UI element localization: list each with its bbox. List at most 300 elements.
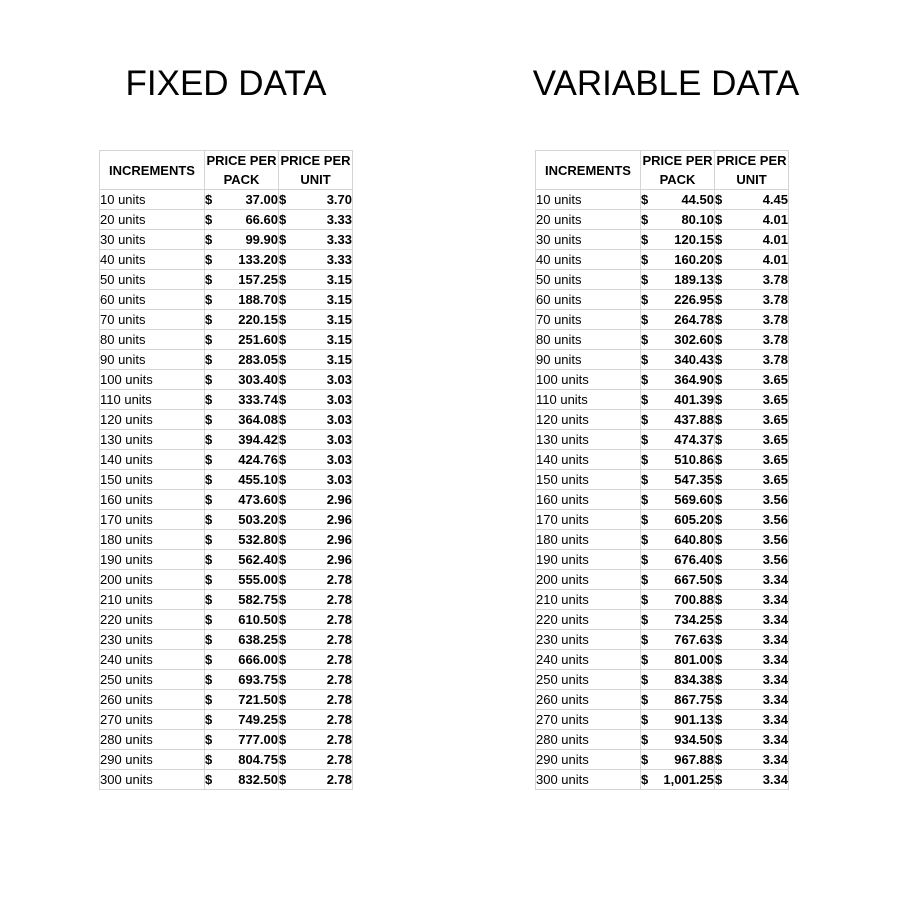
currency-symbol: $	[279, 572, 287, 587]
fixed-data-title: FIXED DATA	[125, 64, 327, 103]
currency-symbol: $	[279, 192, 287, 207]
currency-symbol: $	[715, 772, 723, 787]
currency-symbol: $	[715, 412, 723, 427]
price-per-unit-value: 3.34	[762, 772, 788, 787]
increment-cell: 70 units	[536, 310, 641, 330]
currency-symbol: $	[641, 212, 649, 227]
price-per-pack-cell	[205, 270, 279, 290]
table-row	[536, 470, 789, 490]
currency-symbol: $	[205, 632, 213, 647]
table-row	[100, 390, 353, 410]
price-per-unit-cell	[279, 270, 353, 290]
fixed-table-body	[100, 190, 353, 790]
currency-symbol: $	[279, 392, 287, 407]
increment-cell: 190 units	[536, 550, 641, 570]
price-per-pack-value: 967.88	[674, 752, 714, 767]
price-per-pack-value: 264.78	[674, 312, 714, 327]
price-per-unit-value: 2.96	[326, 512, 352, 527]
price-per-unit-cell	[279, 770, 353, 790]
price-per-pack-value: 676.40	[674, 552, 714, 567]
table-row	[536, 570, 789, 590]
price-per-pack-cell	[641, 630, 715, 650]
table-row	[100, 450, 353, 470]
price-per-pack-cell	[641, 410, 715, 430]
increment-cell: 130 units	[100, 430, 205, 450]
table-row	[100, 510, 353, 530]
table-row	[536, 390, 789, 410]
currency-symbol: $	[279, 712, 287, 727]
price-per-pack-value: 666.00	[238, 652, 278, 667]
price-per-unit-value: 3.34	[762, 592, 788, 607]
currency-symbol: $	[715, 592, 723, 607]
currency-symbol: $	[279, 752, 287, 767]
price-per-pack-cell	[641, 250, 715, 270]
price-per-unit-cell	[279, 630, 353, 650]
price-per-unit-cell	[715, 190, 789, 210]
currency-symbol: $	[715, 692, 723, 707]
price-per-unit-value: 3.34	[762, 632, 788, 647]
price-per-pack-cell	[641, 730, 715, 750]
currency-symbol: $	[205, 572, 213, 587]
price-per-unit-cell	[715, 770, 789, 790]
currency-symbol: $	[641, 292, 649, 307]
currency-symbol: $	[205, 772, 213, 787]
currency-symbol: $	[205, 652, 213, 667]
currency-symbol: $	[279, 452, 287, 467]
price-per-unit-cell	[715, 670, 789, 690]
currency-symbol: $	[279, 732, 287, 747]
price-per-pack-cell	[641, 230, 715, 250]
currency-symbol: $	[641, 672, 649, 687]
currency-symbol: $	[205, 552, 213, 567]
increment-cell: 230 units	[536, 630, 641, 650]
table-row	[536, 230, 789, 250]
currency-symbol: $	[641, 652, 649, 667]
table-row	[100, 650, 353, 670]
price-per-pack-value: 582.75	[238, 592, 278, 607]
currency-symbol: $	[641, 232, 649, 247]
currency-symbol: $	[205, 732, 213, 747]
table-row	[536, 530, 789, 550]
price-per-unit-value: 3.15	[326, 332, 352, 347]
price-per-unit-cell	[279, 470, 353, 490]
price-per-unit-cell	[715, 210, 789, 230]
currency-symbol: $	[279, 532, 287, 547]
price-per-pack-cell	[205, 250, 279, 270]
price-per-unit-cell	[715, 610, 789, 630]
price-per-pack-value: 394.42	[238, 432, 278, 447]
table-row	[100, 290, 353, 310]
increment-cell: 240 units	[536, 650, 641, 670]
increment-cell: 160 units	[100, 490, 205, 510]
table-row	[100, 730, 353, 750]
table-row	[536, 610, 789, 630]
price-per-unit-value: 3.78	[762, 272, 788, 287]
currency-symbol: $	[279, 412, 287, 427]
table-row	[536, 650, 789, 670]
price-per-unit-cell	[279, 430, 353, 450]
currency-symbol: $	[279, 592, 287, 607]
currency-symbol: $	[205, 612, 213, 627]
table-row	[536, 490, 789, 510]
price-per-pack-value: 510.86	[674, 452, 714, 467]
currency-symbol: $	[641, 532, 649, 547]
currency-symbol: $	[279, 432, 287, 447]
table-row	[536, 730, 789, 750]
increment-cell: 120 units	[100, 410, 205, 430]
price-per-unit-cell	[715, 250, 789, 270]
price-per-unit-cell	[715, 230, 789, 250]
price-per-pack-cell	[641, 570, 715, 590]
currency-symbol: $	[279, 772, 287, 787]
table-row	[100, 490, 353, 510]
currency-symbol: $	[715, 652, 723, 667]
price-per-pack-cell	[641, 450, 715, 470]
currency-symbol: $	[279, 612, 287, 627]
currency-symbol: $	[715, 432, 723, 447]
table-row	[536, 630, 789, 650]
currency-symbol: $	[641, 472, 649, 487]
table-row	[536, 710, 789, 730]
price-per-unit-cell	[279, 650, 353, 670]
price-per-pack-value: 834.38	[674, 672, 714, 687]
price-per-pack-value: 340.43	[674, 352, 714, 367]
price-per-unit-cell	[279, 670, 353, 690]
increment-cell: 130 units	[536, 430, 641, 450]
increment-cell: 90 units	[100, 350, 205, 370]
price-per-unit-cell	[715, 730, 789, 750]
increment-cell: 30 units	[100, 230, 205, 250]
currency-symbol: $	[641, 192, 649, 207]
price-per-pack-cell	[205, 190, 279, 210]
price-per-unit-cell	[715, 290, 789, 310]
price-per-pack-cell	[205, 290, 279, 310]
currency-symbol: $	[715, 212, 723, 227]
price-per-unit-cell	[279, 610, 353, 630]
table-row	[536, 430, 789, 450]
increment-cell: 110 units	[100, 390, 205, 410]
price-per-unit-cell	[715, 710, 789, 730]
currency-symbol: $	[641, 252, 649, 267]
price-per-pack-cell	[205, 610, 279, 630]
price-per-pack-cell	[641, 190, 715, 210]
increments-header: INCREMENTS	[100, 151, 205, 190]
table-row	[536, 350, 789, 370]
table-row	[536, 770, 789, 790]
price-per-pack-cell	[205, 210, 279, 230]
price-per-unit-value: 3.56	[762, 552, 788, 567]
table-row	[536, 270, 789, 290]
price-per-unit-cell	[279, 210, 353, 230]
increment-cell: 220 units	[536, 610, 641, 630]
price-per-unit-value: 3.65	[762, 392, 788, 407]
currency-symbol: $	[715, 632, 723, 647]
table-header-row	[100, 151, 353, 190]
price-per-pack-value: 555.00	[238, 572, 278, 587]
price-per-pack-value: 605.20	[674, 512, 714, 527]
currency-symbol: $	[205, 212, 213, 227]
currency-symbol: $	[715, 192, 723, 207]
increment-cell: 210 units	[536, 590, 641, 610]
price-per-pack-value: 562.40	[238, 552, 278, 567]
currency-symbol: $	[715, 532, 723, 547]
price-per-unit-cell	[279, 450, 353, 470]
price-per-pack-cell	[641, 770, 715, 790]
price-per-unit-value: 2.96	[326, 552, 352, 567]
currency-symbol: $	[279, 352, 287, 367]
price-per-pack-value: 160.20	[674, 252, 714, 267]
currency-symbol: $	[205, 352, 213, 367]
price-per-pack-value: 424.76	[238, 452, 278, 467]
currency-symbol: $	[205, 332, 213, 347]
increment-cell: 260 units	[536, 690, 641, 710]
price-per-pack-value: 455.10	[238, 472, 278, 487]
price-per-pack-cell	[641, 530, 715, 550]
currency-symbol: $	[205, 592, 213, 607]
currency-symbol: $	[715, 612, 723, 627]
price-per-pack-cell	[641, 330, 715, 350]
price-per-pack-value: 251.60	[238, 332, 278, 347]
currency-symbol: $	[205, 412, 213, 427]
increment-cell: 90 units	[536, 350, 641, 370]
price-per-pack-cell	[205, 630, 279, 650]
price-per-pack-value: 189.13	[674, 272, 714, 287]
price-per-unit-cell	[715, 750, 789, 770]
price-per-unit-cell	[279, 690, 353, 710]
price-per-pack-value: 610.50	[238, 612, 278, 627]
price-per-pack-value: 1,001.25	[663, 772, 714, 787]
table-row	[100, 610, 353, 630]
price-per-unit-value: 3.03	[326, 452, 352, 467]
price-per-unit-cell	[279, 550, 353, 570]
price-per-pack-cell	[205, 750, 279, 770]
price-per-pack-cell	[205, 350, 279, 370]
table-row	[100, 470, 353, 490]
currency-symbol: $	[641, 772, 649, 787]
price-per-pack-cell	[641, 690, 715, 710]
increment-cell: 80 units	[100, 330, 205, 350]
price-per-pack-value: 700.88	[674, 592, 714, 607]
price-per-unit-value: 2.78	[326, 672, 352, 687]
currency-symbol: $	[279, 652, 287, 667]
price-per-pack-value: 66.60	[245, 212, 278, 227]
currency-symbol: $	[641, 712, 649, 727]
price-per-pack-cell	[205, 650, 279, 670]
table-row	[536, 750, 789, 770]
currency-symbol: $	[715, 292, 723, 307]
price-per-pack-cell	[641, 430, 715, 450]
price-per-unit-cell	[279, 290, 353, 310]
price-per-pack-value: 364.90	[674, 372, 714, 387]
currency-symbol: $	[641, 412, 649, 427]
increment-cell: 20 units	[536, 210, 641, 230]
increment-cell: 60 units	[536, 290, 641, 310]
price-per-unit-cell	[715, 590, 789, 610]
table-row	[100, 250, 353, 270]
increments-header: INCREMENTS	[536, 151, 641, 190]
price-per-pack-value: 226.95	[674, 292, 714, 307]
increment-cell: 40 units	[536, 250, 641, 270]
price-per-unit-header: PRICE PER UNIT	[279, 151, 353, 190]
price-per-pack-cell	[641, 390, 715, 410]
price-per-pack-cell	[641, 510, 715, 530]
price-per-pack-value: 734.25	[674, 612, 714, 627]
price-per-pack-value: 832.50	[238, 772, 278, 787]
increment-cell: 220 units	[100, 610, 205, 630]
currency-symbol: $	[641, 552, 649, 567]
table-row	[100, 430, 353, 450]
increment-cell: 50 units	[536, 270, 641, 290]
increment-cell: 250 units	[536, 670, 641, 690]
currency-symbol: $	[279, 372, 287, 387]
increment-cell: 270 units	[536, 710, 641, 730]
currency-symbol: $	[641, 572, 649, 587]
price-per-pack-value: 333.74	[238, 392, 278, 407]
variable-table-body	[536, 190, 789, 790]
increment-cell: 40 units	[100, 250, 205, 270]
price-per-pack-value: 133.20	[238, 252, 278, 267]
table-row	[100, 410, 353, 430]
price-per-unit-value: 3.03	[326, 472, 352, 487]
price-per-unit-value: 4.01	[762, 252, 788, 267]
price-per-unit-cell	[279, 750, 353, 770]
table-row	[100, 270, 353, 290]
price-per-unit-value: 3.34	[762, 652, 788, 667]
price-per-pack-cell	[205, 230, 279, 250]
price-per-pack-cell	[205, 470, 279, 490]
currency-symbol: $	[279, 552, 287, 567]
table-row	[536, 410, 789, 430]
price-per-pack-header: PRICE PER PACK	[641, 151, 715, 190]
currency-symbol: $	[279, 332, 287, 347]
price-per-unit-cell	[715, 330, 789, 350]
increment-cell: 100 units	[536, 370, 641, 390]
currency-symbol: $	[205, 252, 213, 267]
table-header-row	[536, 151, 789, 190]
price-per-unit-cell	[715, 310, 789, 330]
price-per-pack-cell	[641, 370, 715, 390]
price-per-pack-cell	[205, 590, 279, 610]
currency-symbol: $	[641, 452, 649, 467]
price-per-pack-value: 37.00	[245, 192, 278, 207]
currency-symbol: $	[715, 572, 723, 587]
table-row	[100, 190, 353, 210]
currency-symbol: $	[279, 632, 287, 647]
price-per-unit-value: 3.03	[326, 432, 352, 447]
price-per-unit-cell	[279, 190, 353, 210]
table-row	[100, 570, 353, 590]
price-per-unit-cell	[279, 510, 353, 530]
increment-cell: 10 units	[100, 190, 205, 210]
currency-symbol: $	[279, 492, 287, 507]
increment-cell: 240 units	[100, 650, 205, 670]
price-per-pack-cell	[205, 370, 279, 390]
currency-symbol: $	[641, 512, 649, 527]
price-per-pack-cell	[641, 210, 715, 230]
price-per-unit-value: 3.03	[326, 412, 352, 427]
price-per-unit-value: 4.01	[762, 232, 788, 247]
table-row	[100, 230, 353, 250]
currency-symbol: $	[279, 672, 287, 687]
price-per-pack-value: 667.50	[674, 572, 714, 587]
currency-symbol: $	[279, 232, 287, 247]
price-per-pack-value: 120.15	[674, 232, 714, 247]
table-row	[100, 630, 353, 650]
price-per-pack-cell	[641, 610, 715, 630]
price-per-pack-value: 934.50	[674, 732, 714, 747]
price-per-pack-value: 303.40	[238, 372, 278, 387]
price-per-unit-cell	[715, 410, 789, 430]
table-row	[536, 590, 789, 610]
currency-symbol: $	[279, 292, 287, 307]
price-per-pack-cell	[205, 710, 279, 730]
currency-symbol: $	[641, 732, 649, 747]
increment-cell: 80 units	[536, 330, 641, 350]
table-row	[536, 550, 789, 570]
price-per-unit-value: 3.34	[762, 672, 788, 687]
currency-symbol: $	[279, 252, 287, 267]
price-per-pack-cell	[205, 310, 279, 330]
price-per-pack-value: 437.88	[674, 412, 714, 427]
increment-cell: 150 units	[536, 470, 641, 490]
currency-symbol: $	[279, 212, 287, 227]
currency-symbol: $	[641, 332, 649, 347]
increment-cell: 160 units	[536, 490, 641, 510]
currency-symbol: $	[641, 692, 649, 707]
table-row	[536, 310, 789, 330]
price-per-unit-cell	[279, 710, 353, 730]
price-per-unit-value: 3.03	[326, 392, 352, 407]
price-per-unit-value: 3.34	[762, 692, 788, 707]
price-per-unit-value: 3.34	[762, 712, 788, 727]
price-per-pack-value: 547.35	[674, 472, 714, 487]
price-per-pack-value: 220.15	[238, 312, 278, 327]
price-per-unit-value: 3.15	[326, 272, 352, 287]
increment-cell: 10 units	[536, 190, 641, 210]
price-per-unit-cell	[715, 490, 789, 510]
currency-symbol: $	[641, 372, 649, 387]
table-row	[536, 370, 789, 390]
increment-cell: 140 units	[536, 450, 641, 470]
currency-symbol: $	[641, 432, 649, 447]
currency-symbol: $	[205, 432, 213, 447]
increment-cell: 20 units	[100, 210, 205, 230]
price-per-pack-cell	[641, 310, 715, 330]
price-per-unit-cell	[715, 450, 789, 470]
price-per-unit-value: 3.15	[326, 352, 352, 367]
price-per-pack-cell	[205, 770, 279, 790]
price-per-pack-cell	[641, 550, 715, 570]
price-per-unit-value: 3.78	[762, 292, 788, 307]
price-per-unit-cell	[279, 230, 353, 250]
price-per-pack-cell	[205, 510, 279, 530]
currency-symbol: $	[205, 512, 213, 527]
currency-symbol: $	[641, 492, 649, 507]
price-per-pack-value: 749.25	[238, 712, 278, 727]
price-per-unit-value: 2.78	[326, 632, 352, 647]
price-per-unit-value: 3.56	[762, 532, 788, 547]
price-per-unit-value: 4.01	[762, 212, 788, 227]
increment-cell: 270 units	[100, 710, 205, 730]
price-per-unit-cell	[715, 690, 789, 710]
increment-cell: 50 units	[100, 270, 205, 290]
currency-symbol: $	[205, 192, 213, 207]
table-row	[100, 330, 353, 350]
currency-symbol: $	[715, 372, 723, 387]
table-row	[100, 690, 353, 710]
price-per-pack-value: 364.08	[238, 412, 278, 427]
table-row	[536, 510, 789, 530]
